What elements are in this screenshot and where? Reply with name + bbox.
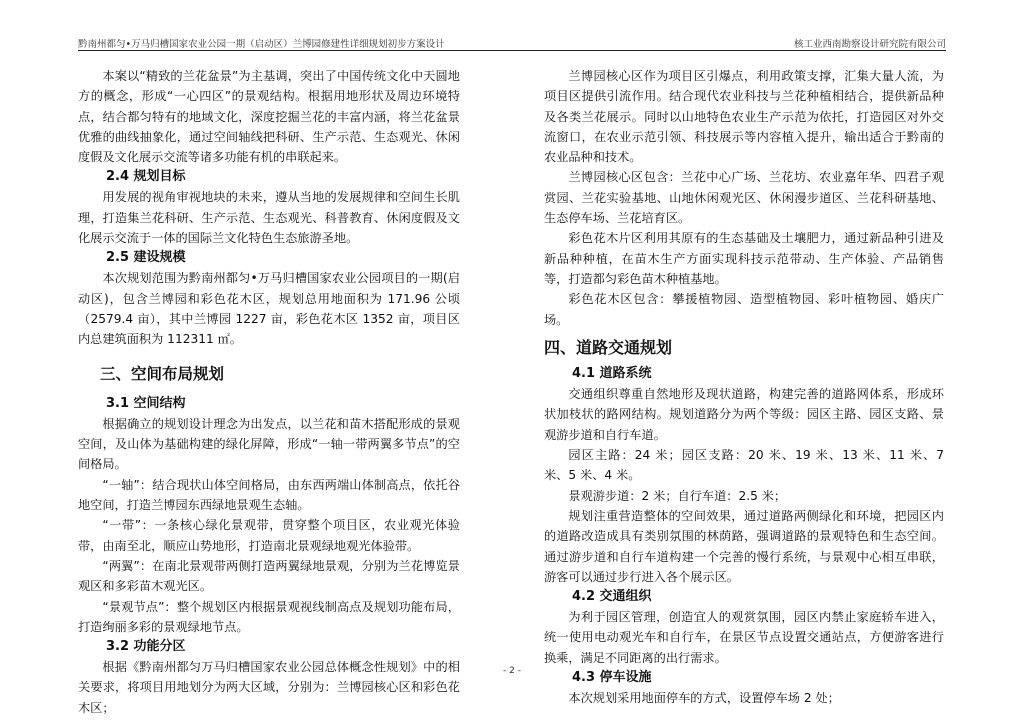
paragraph: 兰博园核心区作为项目区引爆点，利用政策支撑，汇集大量人流，为项目区提供引流作用。结合现代农业科技与兰花种植相结合，提供新品种及各类兰花展示。同时以山地特色农业生产示范为依托，打造园区对外交流窗口，在农业示范引领、科技展示等内容植入提升，输出适合于黔南的农业品种和技术。 bbox=[544, 69, 944, 165]
left-column bbox=[78, 66, 460, 718]
paragraph: “一带”：一条核心绿化景观带，贯穿整个项目区，农业观光体验带，由南至北，顺应山势地形，打造南北景观绿地观光体验带。 bbox=[78, 518, 460, 553]
page-header bbox=[78, 30, 946, 51]
paragraph: “两翼”：在南北景观带两侧打造两翼绿地景观，分别为兰花博览景观区和多彩苗木观光区。 bbox=[78, 558, 460, 594]
section-heading-3-1: 3.1 空间结构 bbox=[106, 395, 186, 411]
paragraph: 用发展的视角审视地块的未来，遵从当地的发展规律和空间生长肌理，打造集兰花科研、生产示范、生态观光、科普教育、休闲度假及文化展示交流于一体的国际兰文化特色生态旅游圣地。 bbox=[78, 190, 460, 246]
paragraph: 根据确立的规划设计理念为出发点，以兰花和苗木搭配形成的景观空间，及山体为基础构建的绿化屏障，形成“一轴一带两翼多节点”的空间格局。 bbox=[78, 416, 460, 472]
section-heading-4-2: 4.2 交通组织 bbox=[572, 589, 652, 605]
paragraph: 兰博园核心区包含：兰花中心广场、兰花坊、农业嘉年华、四君子观赏园、兰花实验基地、山地休闲观光区、休闲漫步道区、兰花科研基地、生态停车场、兰花培育区。 bbox=[544, 170, 944, 226]
paragraph: 根据《黔南州都匀万马归槽国家农业公园总体概念性规划》中的相关要求，将项目用地划分为两大区域，分别为：兰博园核心区和彩色花木区； bbox=[78, 660, 460, 715]
section-heading-4-3: 4.3 停车设施 bbox=[572, 670, 652, 686]
section-heading-2-5: 2.5 建设规模 bbox=[106, 250, 186, 266]
right-column bbox=[544, 66, 944, 708]
paragraph: 为利于园区管理，创造宜人的观赏氛围，园区内禁止家庭轿车进入，统一使用电动观光车和自行车，在景区节点设置交通站点，方便游客进行换乘，满足不同距离的出行需求。 bbox=[544, 610, 944, 665]
section-heading-4-1: 4.1 道路系统 bbox=[572, 366, 652, 382]
paragraph: 规划注重营造整体的空间效果，通过道路两侧绿化和环境，把园区内的道路改造成具有类别氛围的林荫路，强调道路的景观特色和生态空间。通过游步道和自行车道构建一个完善的慢行系统，与景观中心相互串联，游客可以通过步行进入各个展示区。 bbox=[544, 508, 944, 584]
paragraph: 本次规划采用地面停车的方式，设置停车场 2 处； bbox=[568, 691, 840, 706]
section-heading-2-4: 2.4 规划目标 bbox=[106, 169, 186, 185]
paragraph: 本次规划范围为黔南州都匀•万马归槽国家农业公园项目的一期(启动区)，包含兰博园和彩色花木区，规划总用地面积为 171.96 公顷（2579.4 亩），其中兰博园 1227 亩，彩色花木区 1352 亩，项目区内总建筑面积为 112311 ㎡。 bbox=[78, 271, 460, 347]
chapter-heading-4: 四、道路交通规划 bbox=[544, 337, 673, 357]
paragraph: 彩色花木片区利用其原有的生态基础及土壤肥力，通过新品种引进及新品种种植，在苗木生产方面实现科技示范带动、生产体验、产品销售等，打造都匀彩色苗木种植基地。 bbox=[544, 231, 944, 286]
paragraph: 本案以“精致的兰花盆景”为主基调，突出了中国传统文化中天圆地方的概念，形成“一心四区”的景观结构。根据用地形状及周边环境特点，结合都匀特有的地域文化，深度挖掘兰花的丰富内涵，将兰花盆景优雅的曲线抽象化，通过空间轴线把科研、生产示范、生态观光、休闲度假及文化展示交流等诸多功能有机的串联起来。 bbox=[78, 69, 460, 165]
header-organization: 核工业西南勘察设计研究院有限公司 bbox=[793, 39, 946, 50]
paragraph: “一轴”：结合现状山体空间格局，由东西两端山体制高点，依托谷地空间，打造兰博园东西绿地景观生态轴。 bbox=[78, 477, 460, 513]
header-document-title: 黔南州都匀•万马归槽国家农业公园一期（启动区）兰博园修建性详细规划初步方案设计 bbox=[78, 39, 445, 50]
paragraph: 园区主路：24 米；园区支路：20 米、19 米、13 米、11 米、7 米、5 米、4 米。 bbox=[544, 448, 944, 483]
section-heading-3-2: 3.2 功能分区 bbox=[106, 639, 186, 655]
paragraph: 景观游步道：2 米；自行车道：2.5 米； bbox=[568, 488, 787, 503]
paragraph: “景观节点”：整个规划区内根据景观视线制高点及规划功能布局，打造绚丽多彩的景观绿地节点。 bbox=[78, 599, 460, 634]
page-number: - 2 - bbox=[503, 666, 521, 676]
chapter-heading-3: 三、空间布局规划 bbox=[100, 364, 225, 383]
paragraph: 交通组织尊重自然地形及现状道路，构建完善的道路网体系，形成环状加枝状的路网结构。规划道路分为两个等级：园区主路、园区支路、景观游步道和自行车道。 bbox=[544, 387, 944, 442]
paragraph: 彩色花木区包含：攀援植物园、造型植物园、彩叶植物园、婚庆广场。 bbox=[544, 292, 944, 327]
